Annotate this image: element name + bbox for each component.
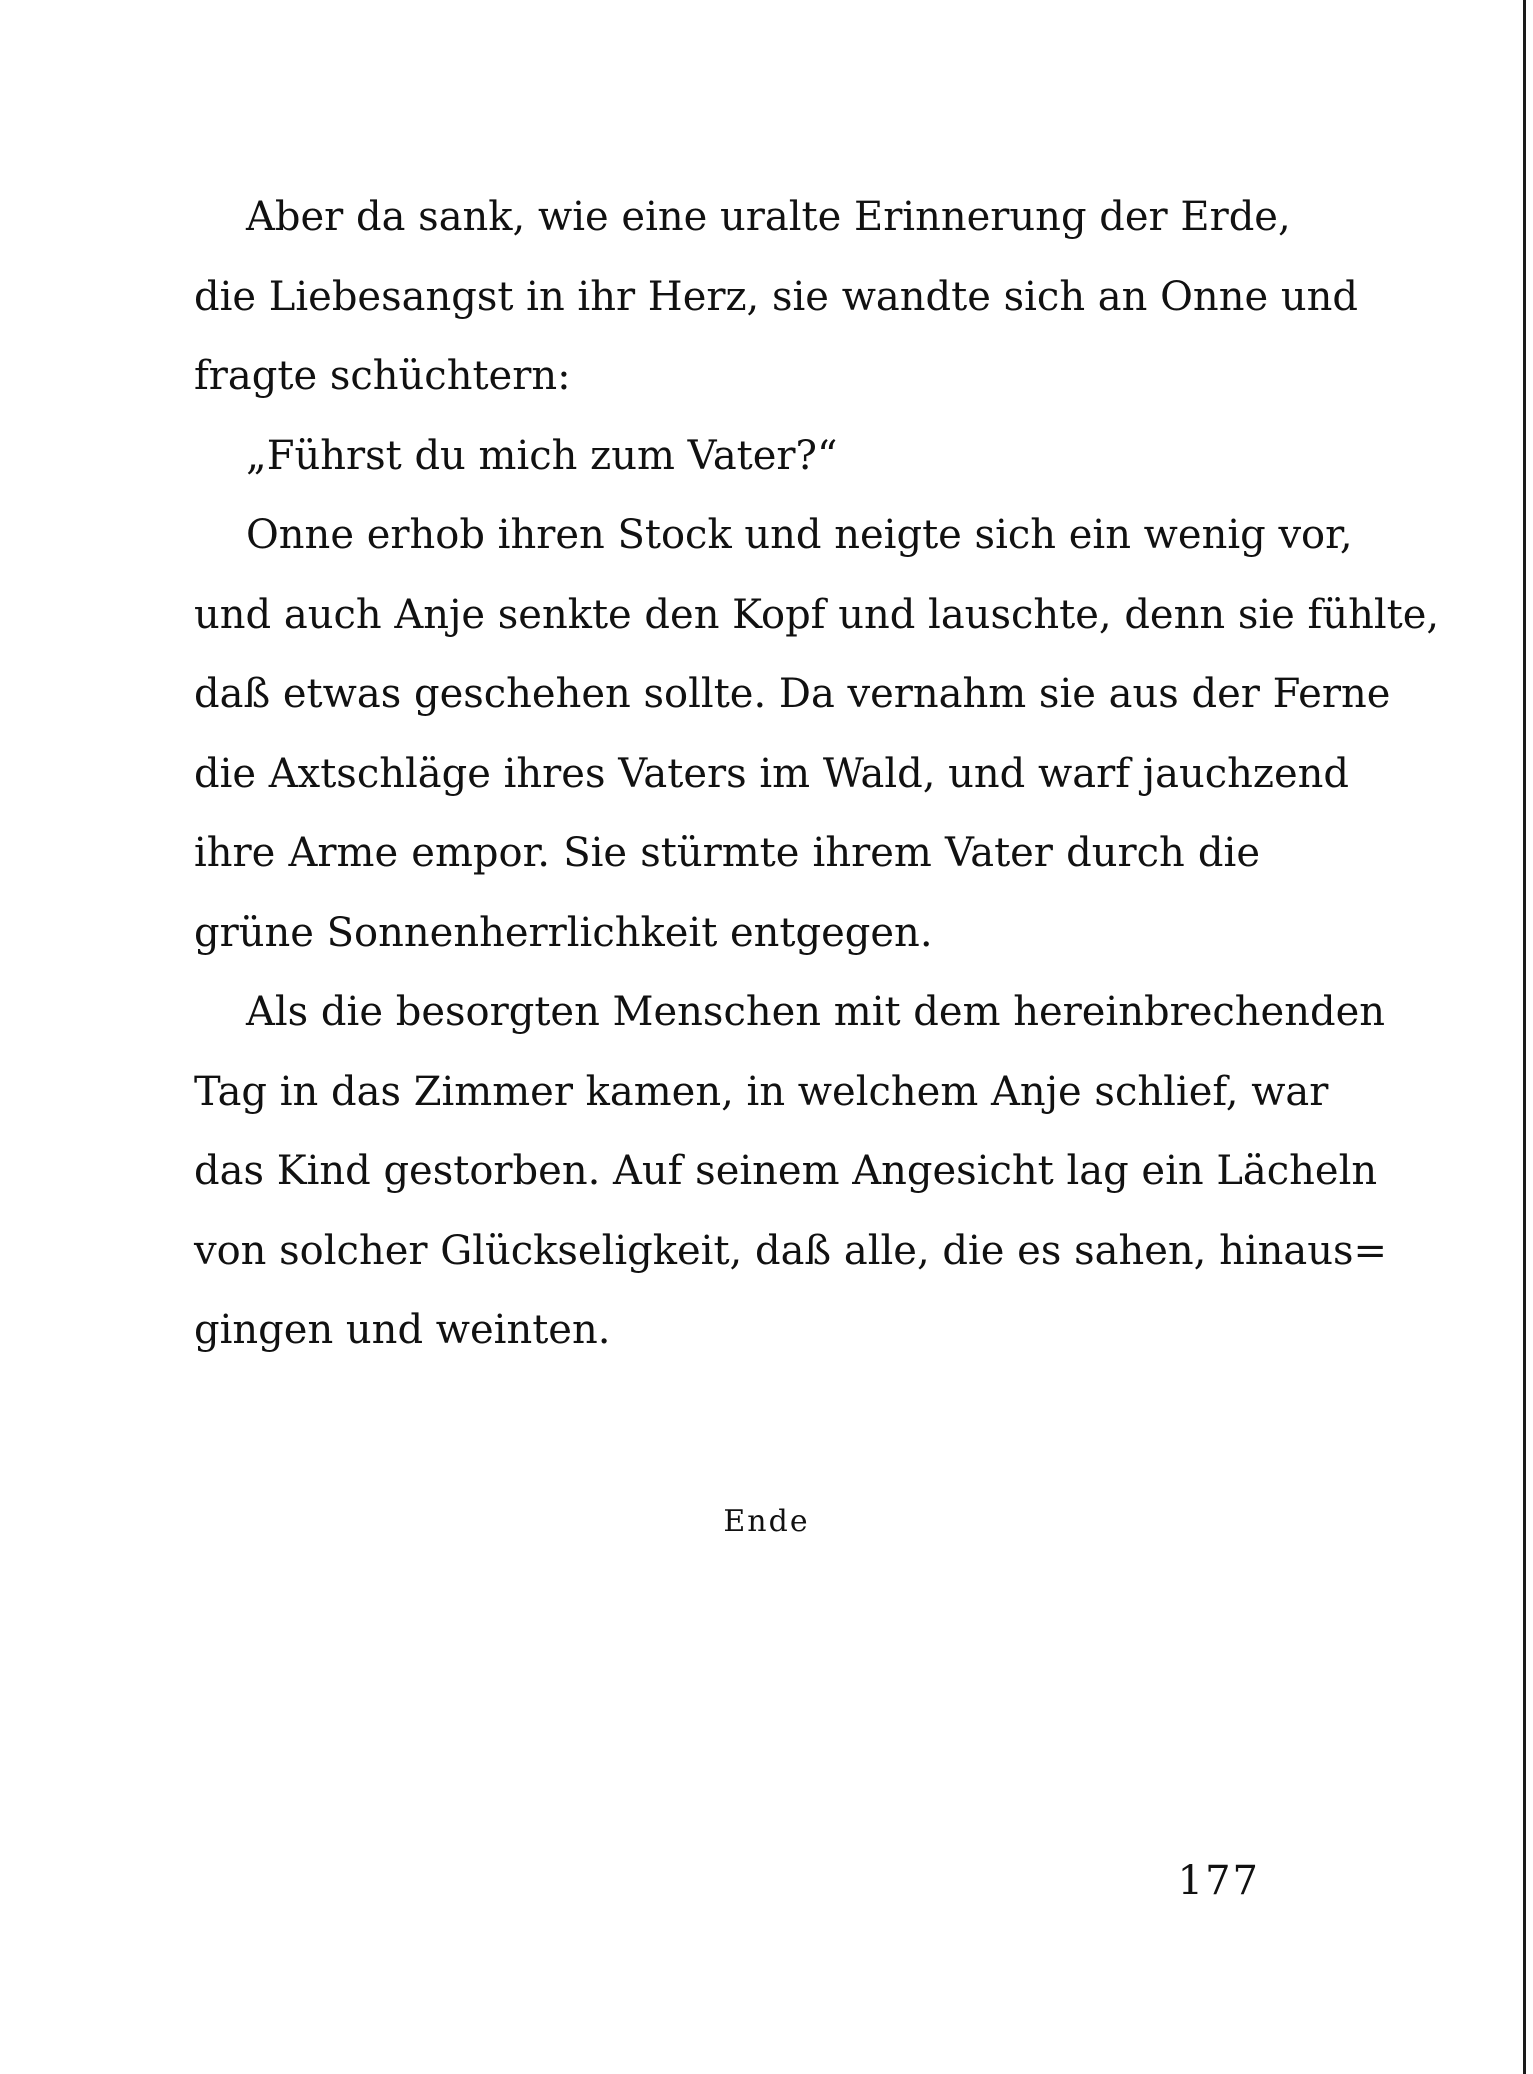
page-number: 177 [1177, 1858, 1260, 1904]
text-line: „Führst du mich zum Vater?“ [246, 432, 838, 479]
text-line: gingen und weinten. [194, 1307, 611, 1353]
text-line: die Axtschläge ihres Vaters im Wald, und warf jauchzend [194, 750, 1349, 797]
text-line: fragte schüchtern: [194, 353, 571, 399]
text-line: daß etwas geschehen sollte. Da vernahm sie aus der Ferne [194, 671, 1391, 717]
ende-label: Ende [723, 1504, 810, 1539]
text-line: Als die besorgten Menschen mit dem hereinbrechenden [246, 989, 1386, 1035]
text-line: das Kind gestorben. Auf seinem Angesicht lag ein Lächeln [194, 1148, 1378, 1194]
page-edge-line [1523, 0, 1526, 2074]
text-line: Tag in das Zimmer kamen, in welchem Anje schlief, war [194, 1068, 1329, 1115]
text-line: von solcher Glückseligkeit, daß alle, die es sahen, hinaus= [194, 1227, 1388, 1274]
text-line: Aber da sank, wie eine uralte Erinnerung der Erde, [246, 194, 1291, 240]
body-text [194, 178, 1440, 1371]
text-line: Onne erhob ihren Stock und neigte sich ein wenig vor, [246, 512, 1353, 558]
text-line: grüne Sonnenherrlichkeit entgegen. [194, 909, 933, 956]
text-line: und auch Anje senkte den Kopf und lauschte, denn sie fühlte, [194, 591, 1440, 638]
text-line: ihre Arme empor. Sie stürmte ihrem Vater durch die [194, 830, 1260, 876]
text-line: die Liebesangst in ihr Herz, sie wandte sich an Onne und [194, 273, 1358, 320]
